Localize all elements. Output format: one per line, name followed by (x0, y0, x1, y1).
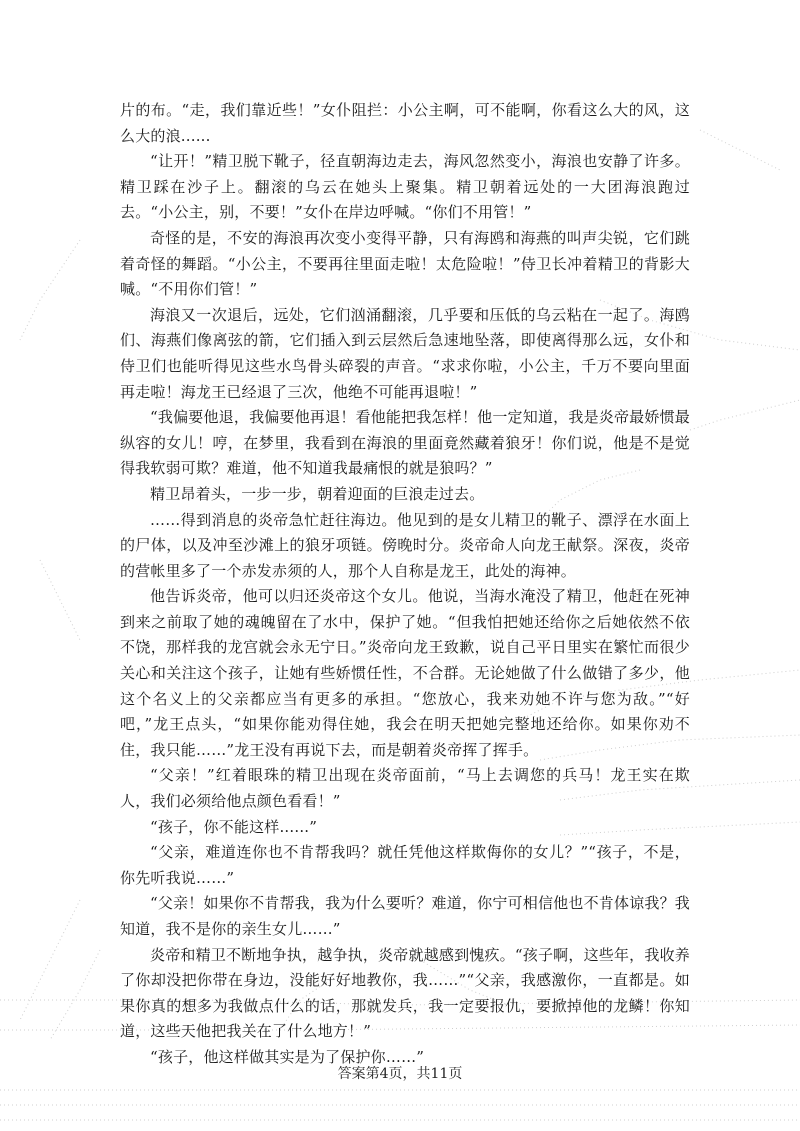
paragraph: “孩子，他这样做其实是为了保护你……” (150, 1047, 425, 1066)
article-body (120, 98, 690, 1071)
paragraph: “父亲，难道连你也不肯帮我吗？就任凭他这样欺侮你的女儿？”“孩子，不是，你先听我说……” (120, 843, 690, 887)
paragraph: 他告诉炎帝，他可以归还炎帝这个女儿。他说，当海水淹没了精卫，他赶在死神到来之前取了她的魂魄留在了水中，保护了她。“但我怕把她还给你之后她依然不依不饶，那样我的龙宫就会永无宁日。”炎帝向龙王致歉，说自己平日里实在繁忙而很少关心和关注这个孩子，让她有些娇惯任性，不合群。无论她做了什么做错了多少，他这个名义上的父亲都应当有更多的承担。“您放心，我来劝她不许与您为敌。”“好吧，”龙王点头，“如果你能劝得住她，我会在明天把她完整地还给你。如果你劝不住，我只能……”龙王没有再说下去，而是朝着炎帝挥了挥手。 (120, 587, 690, 759)
paragraph: 片的布。“走，我们靠近些！”女仆阻拦：小公主啊，可不能啊，你看这么大的风，这么大的浪...... (120, 101, 690, 145)
paragraph: 精卫昂着头，一步一步，朝着迎面的巨浪走过去。 (150, 484, 485, 503)
page-number-footer: 答案第4页，共11页 (337, 1066, 463, 1082)
paragraph: “让开！”精卫脱下靴子，径直朝海边走去，海风忽然变小，海浪也安静了许多。精卫踩在沙子上。翻滚的乌云在她头上聚集。精卫朝着远处的一大团海浪跑过去。“小公主，别，不要！”女仆在岸边呼喊。“你们不用管！” (120, 152, 690, 222)
paragraph: “父亲！如果你不肯帮我，我为什么要听？难道，你宁可相信他也不肯体谅我？我知道，我不是你的亲生女儿……” (120, 894, 690, 938)
paragraph: “孩子，你不能这样......” (150, 817, 318, 836)
paragraph: 海浪又一次退后，远处，它们汹涌翻滚，几乎要和压低的乌云粘在一起了。海鸥们、海燕们像离弦的箭，它们插入到云层然后急速地坠落，即使离得那么远，女仆和侍卫们也能听得见这些水鸟骨头碎裂的声音。“求求你啦，小公主，千万不要向里面再走啦！海龙王已经退了三次，他绝不可能再退啦！” (120, 305, 690, 401)
paragraph: “我偏要他退，我偏要他再退！看他能把我怎样！他一定知道，我是炎帝最娇惯最纵容的女儿！哼，在梦里，我看到在海浪的里面竟然藏着狼牙！你们说，他是不是觉得我软弱可欺？难道，他不知道我最痛恨的就是狼吗？” (120, 408, 690, 478)
paragraph: ……得到消息的炎帝急忙赶往海边。他见到的是女儿精卫的靴子、漂浮在水面上的尸体，以及冲至沙滩上的狼牙项链。傍晚时分。炎帝命人向龙王献祭。深夜，炎帝的营帐里多了一个赤发赤须的人，那个人自称是龙王，此处的海神。 (120, 510, 690, 580)
paragraph: “父亲！”红着眼珠的精卫出现在炎帝面前，“马上去调您的兵马！龙王实在欺人，我们必须给他点颜色看看！” (120, 766, 690, 811)
paragraph: 奇怪的是，不安的海浪再次变小变得平静，只有海鸥和海燕的叫声尖锐，它们跳着奇怪的舞蹈。“小公主，不要再往里面走啦！太危险啦！”侍卫长冲着精卫的背影大喊。“不用你们管！” (120, 228, 690, 299)
paragraph: 炎帝和精卫不断地争执，越争执，炎帝就越感到愧疚。“孩子啊，这些年，我收养了你却没把你带在身边，没能好好地教你，我……”“父亲，我感激你，一直都是。如果你真的想多为我做点什么的话，那就发兵，我一定要报仇，要掀掉他的龙鳞！你知道，这些天他把我关在了什么地方！” (120, 945, 690, 1041)
